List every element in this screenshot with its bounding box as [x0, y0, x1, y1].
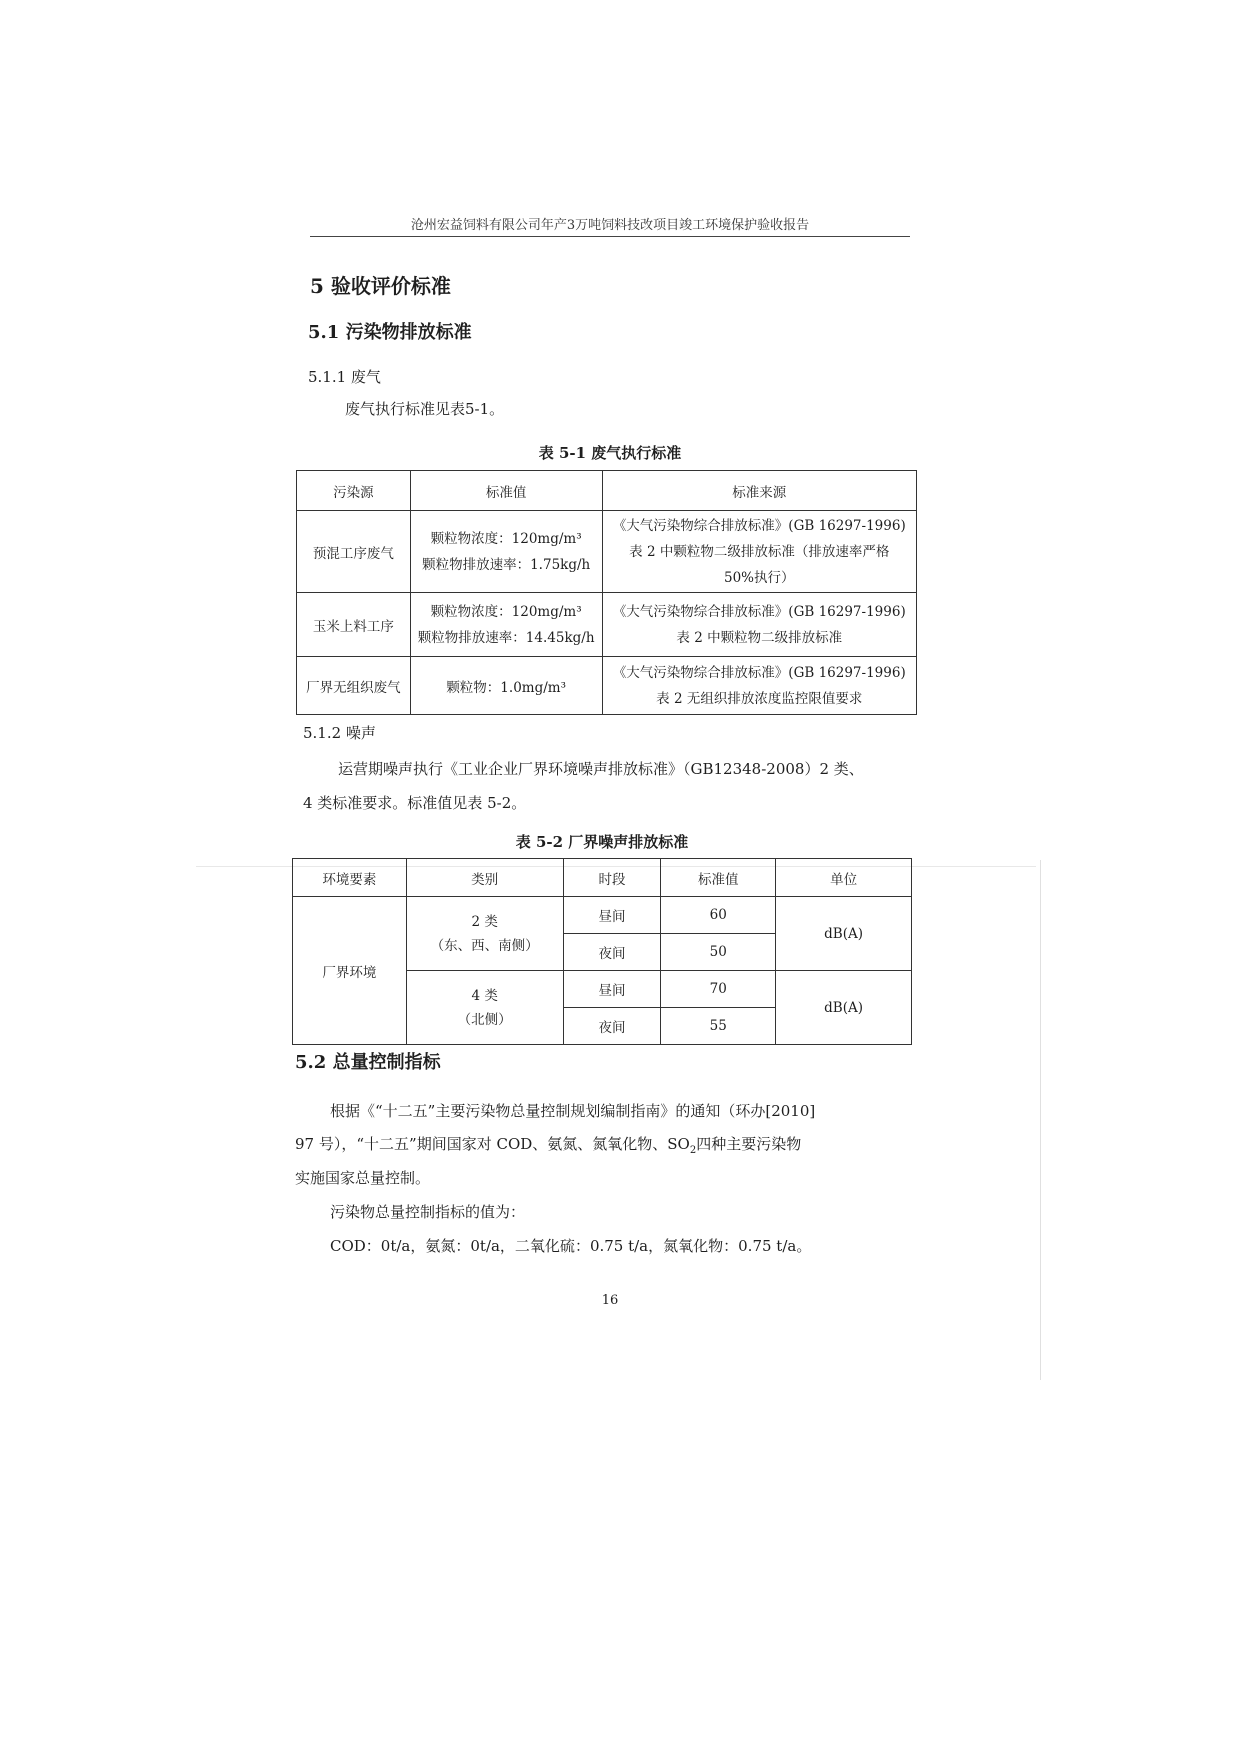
table-row [297, 593, 917, 657]
period-cell: 夜间 [563, 1008, 661, 1045]
period-cell: 昼间 [563, 897, 661, 934]
table-row [293, 897, 912, 934]
category-class: 4 类 [471, 987, 498, 1004]
header-cell: 标准来源 [602, 471, 916, 511]
header-cell: 类别 [406, 859, 563, 897]
environment-element-cell: 厂界环境 [293, 897, 407, 1045]
page-number: 16 [601, 1293, 619, 1308]
basis-line: 《大气污染物综合排放标准》(GB 16297-1996) [612, 603, 906, 620]
header-cell: 单位 [776, 859, 912, 897]
category-cell [406, 971, 563, 1045]
period-cell: 昼间 [563, 971, 661, 1008]
total-control-text: 97 号），“十二五”期间国家对 COD、氨氮、氮氧化物、SO [295, 1135, 690, 1153]
pollution-source-cell: 厂界无组织废气 [297, 657, 411, 715]
pollution-source-cell: 玉米上料工序 [297, 593, 411, 657]
standard-value-cell: 70 [661, 971, 776, 1008]
standard-value-cell [410, 511, 602, 593]
total-control-paragraph-line-4: 污染物总量控制指标的值为： [330, 1203, 526, 1221]
subsection-5-1-2-heading: 5.1.2 噪声 [303, 724, 376, 742]
header-cell: 污染源 [297, 471, 411, 511]
category-cell [406, 897, 563, 971]
header-cell: 环境要素 [293, 859, 407, 897]
running-header: 沧州宏益饲料有限公司年产3万吨饲料技改项目竣工环境保护验收报告 [410, 218, 810, 233]
standard-value-cell [410, 593, 602, 657]
section-5-heading: 5 验收评价标准 [310, 274, 451, 298]
standard-value-cell: 颗粒物：1.0mg/m³ [410, 657, 602, 715]
header-rule [310, 236, 910, 237]
noise-paragraph-line-2: 4 类标准要求。标准值见表 5-2。 [303, 794, 527, 812]
total-control-paragraph-line-3: 实施国家总量控制。 [295, 1169, 431, 1187]
subsection-5-1-1-heading: 5.1.1 废气 [308, 368, 381, 386]
value-line: 颗粒物排放速率：1.75kg/h [422, 556, 591, 573]
basis-line: 50%执行） [724, 569, 795, 586]
total-control-text: 四种主要污染物 [696, 1135, 802, 1153]
pollution-source-cell: 预混工序废气 [297, 511, 411, 593]
period-cell: 夜间 [563, 934, 661, 971]
standard-basis-cell [602, 593, 916, 657]
standard-value-cell: 50 [661, 934, 776, 971]
table-row [297, 511, 917, 593]
table-row [297, 657, 917, 715]
unit-cell: dB(A) [776, 971, 912, 1045]
basis-line: 《大气污染物综合排放标准》(GB 16297-1996) [612, 517, 906, 534]
table-header-row [297, 471, 917, 511]
standard-basis-cell [602, 657, 916, 715]
category-side: （东、西、南侧） [430, 937, 539, 954]
standard-value-cell: 60 [661, 897, 776, 934]
value-line: 颗粒物浓度：120mg/m³ [430, 603, 582, 620]
section-5-2-heading: 5.2 总量控制指标 [295, 1052, 441, 1073]
waste-gas-paragraph: 废气执行标准见表5-1。 [345, 400, 505, 418]
value-line: 颗粒物排放速率：14.45kg/h [417, 629, 595, 646]
value-line: 颗粒物浓度：120mg/m³ [430, 530, 582, 547]
scan-artifact-edge [1040, 860, 1041, 1380]
standard-value-cell: 55 [661, 1008, 776, 1045]
header-cell: 标准值 [661, 859, 776, 897]
total-control-paragraph-line-5: COD：0t/a，氨氮：0t/a，二氧化硫：0.75 t/a，氮氧化物：0.75 t/a。 [330, 1237, 812, 1255]
header-cell: 时段 [563, 859, 661, 897]
header-cell: 标准值 [410, 471, 602, 511]
basis-line: 表 2 无组织排放浓度监控限值要求 [656, 690, 863, 707]
table-5-1 [296, 470, 917, 715]
basis-line: 《大气污染物综合排放标准》(GB 16297-1996) [612, 664, 906, 681]
noise-paragraph-line-1: 运营期噪声执行《工业企业厂界环境噪声排放标准》（GB12348-2008）2 类、 [338, 760, 864, 778]
section-5-1-heading: 5.1 污染物排放标准 [308, 322, 472, 343]
category-side: （北侧） [457, 1011, 512, 1028]
so2-subscript: 2 [689, 1145, 697, 1156]
basis-line: 表 2 中颗粒物二级排放标准（排放速率严格 [629, 543, 890, 560]
table-header-row [293, 859, 912, 897]
table-5-2-caption: 表 5-2 厂界噪声排放标准 [515, 833, 689, 851]
standard-basis-cell [602, 511, 916, 593]
category-class: 2 类 [471, 913, 498, 930]
unit-cell: dB(A) [776, 897, 912, 971]
total-control-paragraph-line-1: 根据《“十二五”主要污染物总量控制规划编制指南》的通知（环办[2010] [330, 1102, 816, 1120]
table-5-1-caption: 表 5-1 废气执行标准 [538, 444, 682, 462]
basis-line: 表 2 中颗粒物二级排放标准 [676, 629, 843, 646]
table-5-2 [292, 858, 912, 1045]
